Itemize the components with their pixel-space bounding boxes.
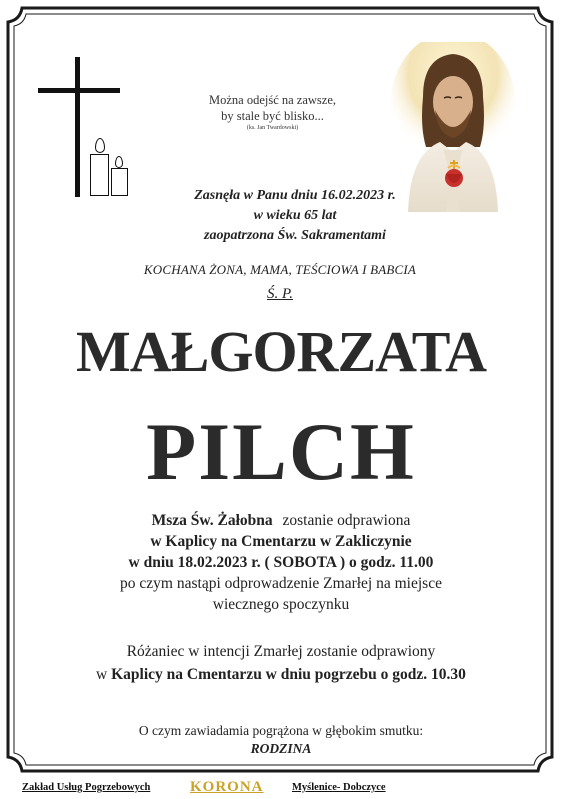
family-relation: KOCHANA ŻONA, MAMA, TEŚCIOWA I BABCIA <box>143 262 417 277</box>
mass-date: w dniu 18.02.2023 r. ( SOBOTA ) o godz. 11.00 <box>128 554 434 571</box>
mass-title: Msza Św. Żałobna <box>151 512 273 529</box>
rosary-prefix: w <box>96 666 108 683</box>
first-name: MAŁGORZATA <box>76 319 486 384</box>
sp-label: Ś. P. <box>267 286 293 302</box>
sacraments: zaopatrzona Św. Sakramentami <box>204 228 386 243</box>
quote <box>150 92 395 132</box>
rosary-location: Kaplicy na Cmentarzu w dniu pogrzebu o godz. 10.30 <box>111 666 466 683</box>
footer-company: Zakład Usług Pogrzebowych <box>22 782 151 793</box>
rosary-line-1: Różaniec w intencji Zmarłej zostanie odprawiony <box>126 643 436 660</box>
last-name: PILCH <box>146 406 416 497</box>
mass-location: w Kaplicy na Cmentarzu w Zakliczynie <box>150 533 412 550</box>
mass-line-1 <box>40 510 522 531</box>
quote-source: (ks. Jan Twardowski) <box>246 125 299 131</box>
funeral-mass-info <box>40 510 522 615</box>
quote-line-2: by stale być blisko... <box>221 109 324 123</box>
notification <box>40 722 522 758</box>
death-date: Zasnęła w Panu dniu 16.02.2023 r. <box>194 188 396 203</box>
mass-text: zostanie odprawiona <box>282 512 411 529</box>
mass-line-4: po czym nastąpi odprowadzenie Zmarłej na miejsce <box>120 575 442 592</box>
notify-line: O czym zawiadamia pogrążona w głębokim smutku: <box>138 723 424 738</box>
footer-location: Myślenice- Dobczyce <box>292 782 386 793</box>
family-signature: RODZINA <box>250 741 312 756</box>
footer-brand: KORONA <box>190 779 264 795</box>
rosary-line-2 <box>30 663 532 686</box>
death-info <box>130 186 460 246</box>
mass-line-5: wiecznego spoczynku <box>212 596 350 613</box>
quote-line-1: Można odejść na zawsze, <box>208 93 337 107</box>
age: w wieku 65 lat <box>253 208 337 223</box>
rosary-info <box>30 640 532 686</box>
